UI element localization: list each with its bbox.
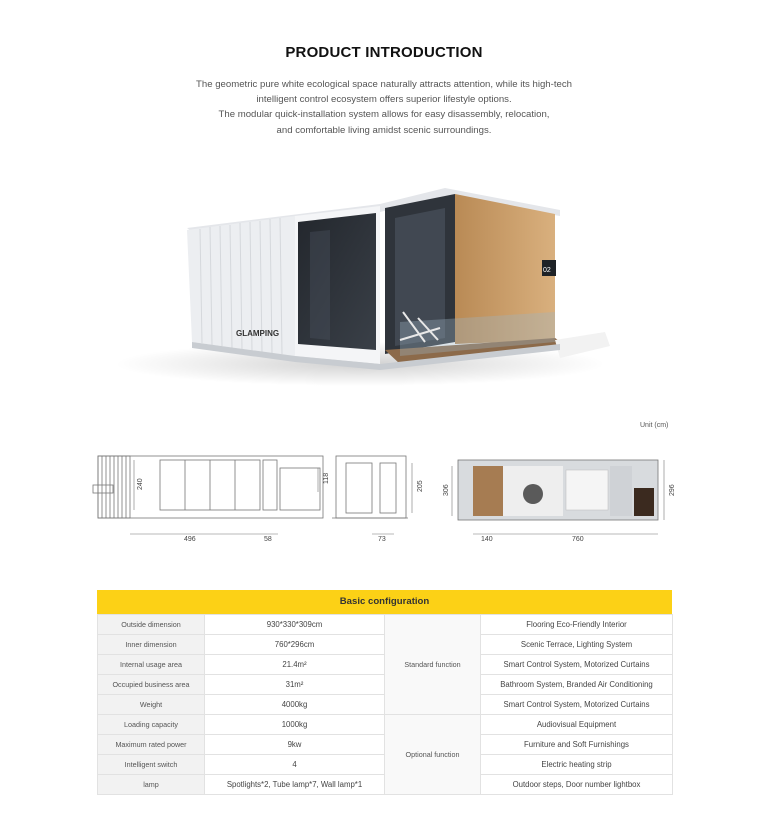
dim-plan-width: 296 <box>669 484 676 496</box>
dim-plan-depth: 306 <box>443 484 450 496</box>
page-title: PRODUCT INTRODUCTION <box>285 44 483 61</box>
dim-plan-terrace: 140 <box>481 536 493 543</box>
spec-value: 4 <box>205 755 385 775</box>
outdoor-steps <box>555 332 610 358</box>
dim-side-height: 205 <box>417 480 424 492</box>
spec-value: 4000kg <box>205 695 385 715</box>
dim-side-door: 73 <box>378 536 386 543</box>
intro-text <box>0 77 768 138</box>
product-image <box>100 172 620 392</box>
spec-value: 21.4m² <box>205 655 385 675</box>
intro-line: intelligent control ecosystem offers superior lifestyle options. <box>256 94 512 106</box>
spec-value: 760*296cm <box>205 635 385 655</box>
front-elevation <box>93 456 323 518</box>
dim-front-window: 118 <box>323 472 330 484</box>
optional-function-label: Optional function <box>385 715 481 795</box>
spec-value: 930*330*309cm <box>205 615 385 635</box>
intro-line: The modular quick-installation system allows for easy disassembly, relocation, <box>218 109 550 121</box>
function-item: Smart Control System, Motorized Curtains <box>481 655 673 675</box>
spec-value: 31m² <box>205 675 385 695</box>
spec-label: Internal usage area <box>98 655 205 675</box>
function-item: Bathroom System, Branded Air Conditioning <box>481 675 673 695</box>
unit-label: Unit (cm) <box>640 422 669 429</box>
table-row <box>98 715 673 735</box>
spec-value: Spotlights*2, Tube lamp*7, Wall lamp*1 <box>205 775 385 795</box>
dim-front-door: 58 <box>264 536 272 543</box>
side-elevation <box>332 456 408 518</box>
front-dims <box>130 460 318 534</box>
config-table <box>97 590 672 795</box>
dim-plan-length: 760 <box>572 536 584 543</box>
side-branding: GLAMPING <box>236 329 280 338</box>
spec-label: Intelligent switch <box>98 755 205 775</box>
spec-label: Weight <box>98 695 205 715</box>
spec-label: lamp <box>98 775 205 795</box>
floor-plan <box>458 460 658 520</box>
config-grid <box>97 614 673 795</box>
function-item: Smart Control System, Motorized Curtains <box>481 695 673 715</box>
spec-value: 1000kg <box>205 715 385 735</box>
function-item: Flooring Eco-Friendly Interior <box>481 615 673 635</box>
function-item: Furniture and Soft Furnishings <box>481 735 673 755</box>
function-item: Electric heating strip <box>481 755 673 775</box>
table-row <box>98 615 673 635</box>
function-item: Scenic Terrace, Lighting System <box>481 635 673 655</box>
intro-line: The geometric pure white ecological space naturally attracts attention, while its high-tech <box>196 79 572 90</box>
technical-drawings <box>88 448 688 548</box>
spec-label: Inner dimension <box>98 635 205 655</box>
dim-front-height: 240 <box>137 478 144 490</box>
function-item: Outdoor steps, Door number lightbox <box>481 775 673 795</box>
dim-front-width: 496 <box>184 536 196 543</box>
spec-label: Loading capacity <box>98 715 205 735</box>
screen-label: 02 <box>543 267 551 274</box>
spec-label: Occupied business area <box>98 675 205 695</box>
spec-value: 9kw <box>205 735 385 755</box>
intro-line: and comfortable living amidst scenic surroundings. <box>276 124 492 136</box>
config-heading: Basic configuration <box>97 590 672 614</box>
spec-label: Maximum rated power <box>98 735 205 755</box>
standard-function-label: Standard function <box>385 615 481 715</box>
spec-label: Outside dimension <box>98 615 205 635</box>
function-item: Audiovisual Equipment <box>481 715 673 735</box>
glass-panel <box>298 213 376 350</box>
